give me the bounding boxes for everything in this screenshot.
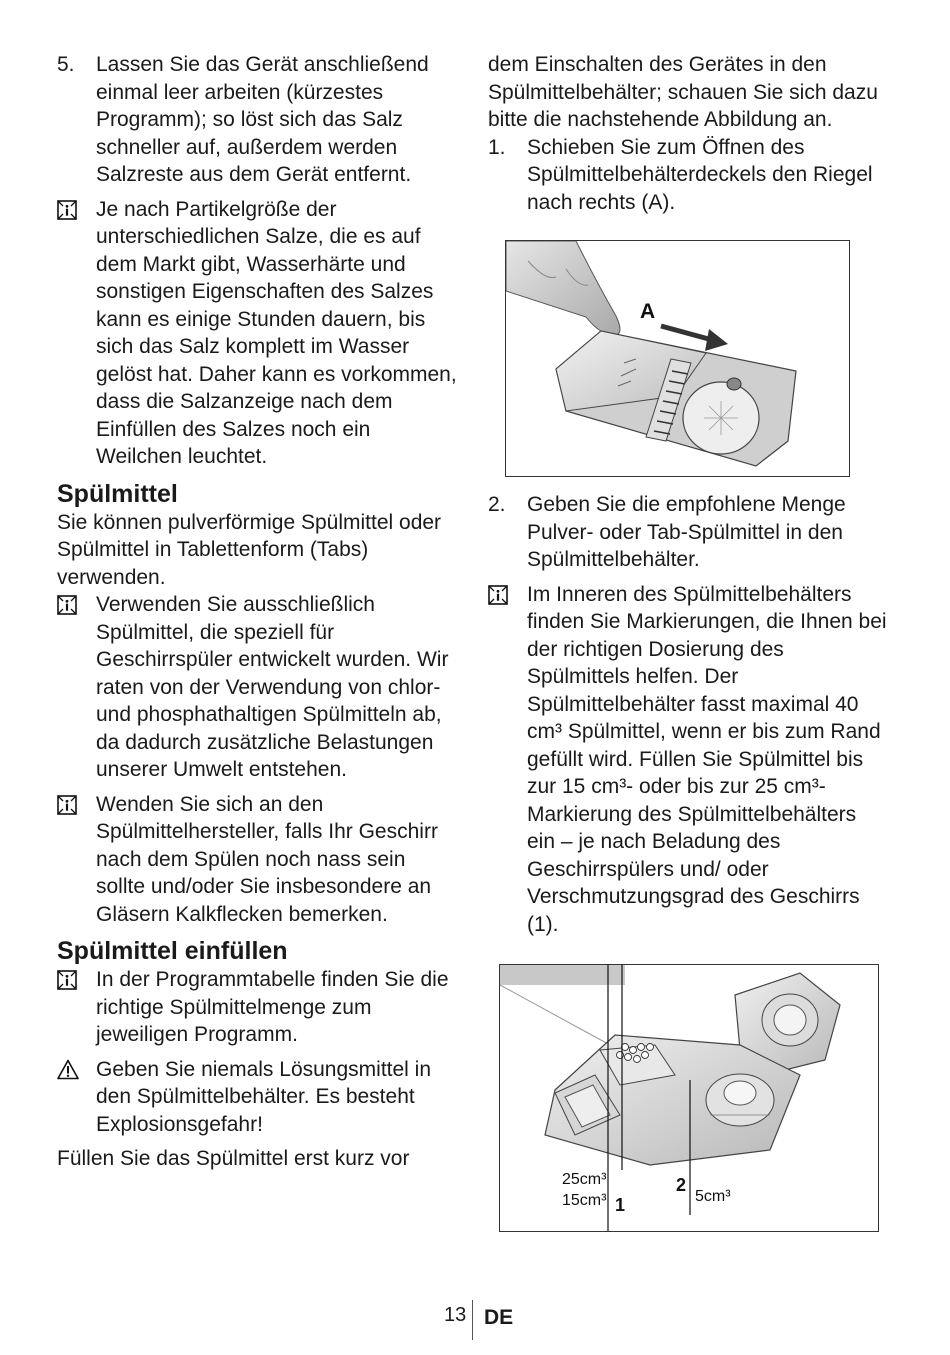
mark-label-5: 5cm³: [695, 1188, 731, 1205]
warning-note-solvent: [57, 1056, 457, 1139]
info-note-manufacturer: [57, 791, 457, 929]
callout-number-2: 2: [676, 1175, 687, 1195]
step-1: [488, 134, 888, 217]
info-note-salt: [57, 196, 457, 471]
step-number: 5.: [57, 53, 75, 76]
warning-icon: [57, 1059, 79, 1080]
step-number: 1.: [488, 135, 506, 159]
info-icon: [488, 585, 508, 605]
step-text: Schieben Sie zum Öffnen des Spülmittelbehälterdeckels den Riegel nach rechts (A).: [527, 135, 873, 214]
warning-text: Geben Sie niemals Lösungsmittel in den Spülmittelbehälter. Es besteht Explosionsgefahr!: [96, 1057, 432, 1136]
info-text: Verwenden Sie ausschließlich Spülmittel, die speziell für Geschirrspüler entwickelt wurden. Wir raten von der Verwendung von chlor- und phosphathaltigen Spülmitteln ab, da dadurch zusätzliche Belastungen unserer Umwelt entstehen.: [96, 593, 449, 781]
footer-divider: [472, 1300, 473, 1340]
info-note-special-detergent: [57, 591, 457, 784]
info-text: Im Inneren des Spülmittelbehälters finden Sie Markierungen, die Ihnen bei der richtigen Dosierung des Spülmittels helfen. Der Spülmittelbehälter fasst maximal 40 cm³ Spülmittel, wenn er bis zum Rand gefüllt wird. Füllen Sie Spülmittel bis zur 15 cm³- oder bis zur 25 cm³-Markierung des Spülmittelbehälters ein – je nach Beladung des Geschirrspülers und/ oder Verschmutzungsgrad des Geschirrs (1).: [527, 582, 887, 936]
step-5: [57, 51, 457, 189]
figure-label-a: A: [640, 300, 656, 323]
figure-open-dispenser: [505, 240, 850, 477]
step-text: Lassen Sie das Gerät anschließend einmal leer arbeiten (kürzestes Programm); so löst sich das Salz schneller auf, außerdem werden Salzreste aus dem Gerät entfernt.: [96, 53, 429, 186]
fill-instruction-text: Füllen Sie das Spülmittel erst kurz vor: [57, 1147, 410, 1170]
left-column: [57, 51, 457, 1173]
dosing-illustration: [500, 965, 879, 1232]
figure-dosing-marks: [499, 964, 879, 1232]
section-heading-fill: Spülmittel einfüllen: [57, 937, 288, 965]
language-code: DE: [484, 1306, 514, 1329]
fill-instruction-continued: dem Einschalten des Gerätes in den Spülmittelbehälter; schauen Sie sich dazu bitte die nachstehende Abbildung an.: [488, 53, 878, 131]
info-note-program-table: [57, 966, 457, 1049]
mark-label-25: 25cm³: [562, 1171, 607, 1188]
dispenser-illustration: [506, 241, 850, 477]
step-text: Geben Sie die empfohlene Menge Pulver- oder Tab-Spülmittel in den Spülmittelbehälter.: [527, 493, 846, 571]
section-heading-detergent: Spülmittel: [57, 479, 178, 508]
info-icon: [57, 970, 77, 990]
mark-label-15: 15cm³: [562, 1192, 607, 1209]
info-note-markings: [488, 581, 888, 939]
info-text: Wenden Sie sich an den Spülmittelhersteller, falls Ihr Geschirr nach dem Spülen noch nass sein sollte und/oder Sie insbesondere an Gläsern Kalkflecken bemerken.: [96, 792, 438, 926]
callout-number-1: 1: [615, 1195, 626, 1215]
page-number: 13: [444, 1304, 467, 1326]
step-number: 2.: [488, 493, 506, 516]
right-column: [488, 51, 888, 1232]
info-text: In der Programmtabelle finden Sie die richtige Spülmittelmenge zum jeweiligen Programm.: [96, 968, 449, 1046]
info-icon: [57, 595, 77, 615]
detergent-intro-text: Sie können pulverförmige Spülmittel oder Spülmittel in Tablettenform (Tabs) verwenden.: [57, 510, 442, 589]
info-icon: [57, 200, 77, 220]
info-icon: [57, 795, 77, 815]
step-2: [488, 491, 888, 574]
info-text: Je nach Partikelgröße der unterschiedlichen Salze, die es auf dem Markt gibt, Wasserhärte und sonstigen Eigenschaften des Salzes kann es einige Stunden dauern, bis sich das Salz komplett im Wasser gelöst hat. Daher kann es vorkommen, dass die Salzanzeige nach dem Einfüllen des Salzes noch ein Weilchen leuchtet.: [96, 197, 457, 468]
